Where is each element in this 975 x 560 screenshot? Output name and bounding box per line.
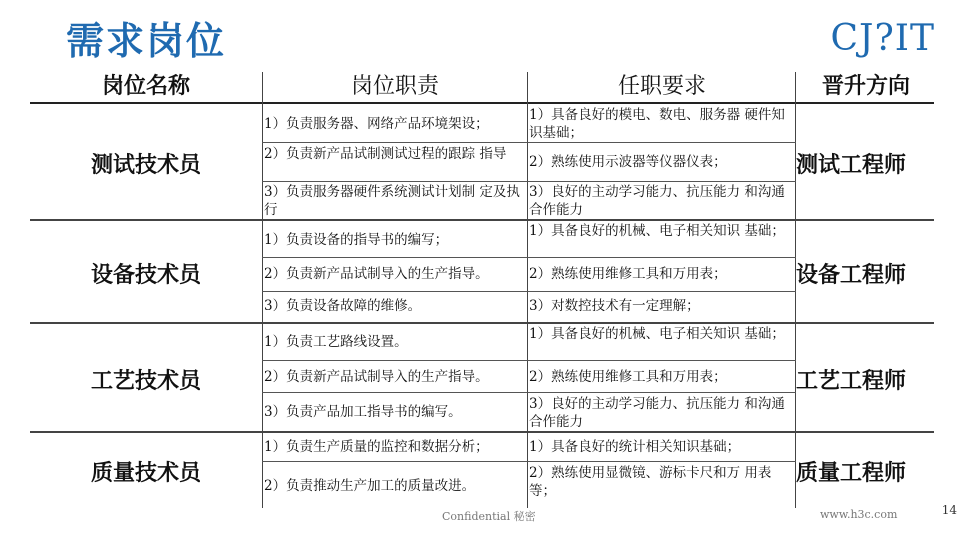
promotion-path: 工艺工程师 — [796, 369, 907, 394]
promotion-path: 质量工程师 — [796, 461, 907, 486]
duty-cell: 3）负责产品加工指导书的编写。 — [264, 404, 462, 420]
position-name: 设备技术员 — [90, 263, 201, 288]
duty-cell: 3）负责服务器硬件系统测试计划制 定及执行 — [264, 184, 520, 218]
duty-cell: 1）负责生产质量的监控和数据分析； — [264, 439, 489, 455]
requirement-cell: 2）熟练使用维修工具和万用表； — [529, 369, 727, 385]
header-promotion: 晋升方向 — [821, 74, 910, 99]
grid-vline — [527, 72, 528, 508]
duty-cell: 1）负责设备的指导书的编写； — [264, 232, 449, 248]
row-separator — [262, 392, 796, 393]
requirement-cell: 2）熟练使用示波器等仪器仪表； — [529, 154, 727, 170]
requirement-cell: 3）良好的主动学习能力、抗压能力 和沟通合作能力 — [529, 396, 785, 430]
requirement-cell: 1）具备良好的机械、电子相关知识 基础； — [529, 223, 785, 239]
group-separator — [30, 219, 934, 221]
duty-cell: 2）负责新产品试制导入的生产指导。 — [264, 266, 489, 282]
promotion-path: 测试工程师 — [796, 153, 907, 178]
page-number: 14 — [941, 503, 957, 517]
duty-cell: 2）负责推动生产加工的质量改进。 — [264, 478, 476, 494]
position-name: 工艺技术员 — [90, 369, 201, 394]
requirement-cell: 3）对数控技术有一定理解； — [529, 298, 700, 314]
row-separator — [262, 257, 796, 258]
row-separator — [262, 291, 796, 292]
grid-vline — [262, 72, 263, 508]
duty-cell: 2）负责新产品试制导入的生产指导。 — [264, 369, 489, 385]
group-separator — [30, 322, 934, 324]
duty-cell: 1）负责服务器、网络产品环境架设； — [264, 116, 489, 132]
footer-website: www.h3c.com — [820, 508, 898, 521]
row-separator — [262, 360, 796, 361]
header-position: 岗位名称 — [101, 74, 190, 99]
row-separator — [262, 461, 796, 462]
group-separator — [30, 431, 934, 433]
grid-vline — [795, 72, 796, 508]
position-name: 测试技术员 — [90, 153, 201, 178]
duty-cell: 2）负责新产品试制测试过程的跟踪 指导 — [264, 146, 507, 162]
page-title: 需求岗位 — [66, 19, 227, 63]
header-requirements: 任职要求 — [617, 74, 706, 99]
requirement-cell: 2）熟练使用维修工具和万用表； — [529, 266, 727, 282]
company-logo: CJ?IT — [830, 18, 935, 59]
requirement-cell: 1）具备良好的统计相关知识基础； — [529, 439, 741, 455]
duty-cell: 3）负责设备故障的维修。 — [264, 298, 422, 314]
header-duties: 岗位职责 — [350, 74, 439, 99]
duty-cell: 1）负责工艺路线设置。 — [264, 334, 408, 350]
position-name: 质量技术员 — [90, 461, 201, 486]
requirement-cell: 1）具备良好的机械、电子相关知识 基础； — [529, 326, 785, 342]
header-rule — [30, 102, 934, 104]
promotion-path: 设备工程师 — [796, 263, 907, 288]
requirement-cell: 1）具备良好的模电、数电、服务器 硬件知识基础； — [529, 107, 785, 141]
row-separator — [262, 181, 796, 182]
footer-confidential: Confidential 秘密 — [442, 510, 536, 523]
row-separator — [262, 142, 796, 143]
requirement-cell: 3）良好的主动学习能力、抗压能力 和沟通合作能力 — [529, 184, 785, 218]
requirement-cell: 2）熟练使用显微镜、游标卡尺和万 用表等； — [529, 465, 772, 499]
